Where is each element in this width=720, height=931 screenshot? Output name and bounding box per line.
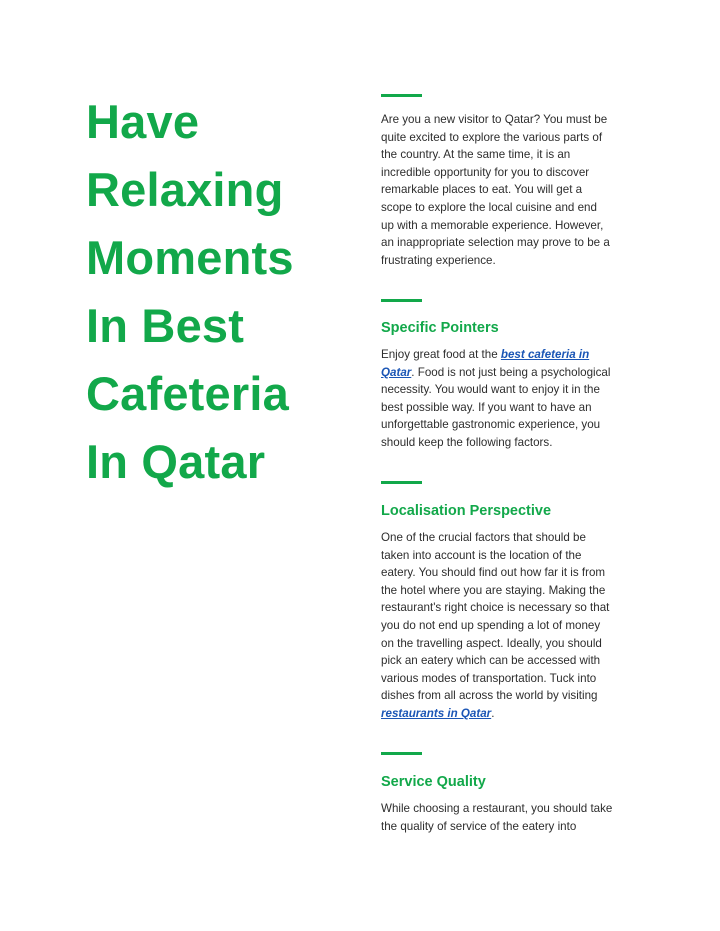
title-line: In Qatar xyxy=(86,435,266,488)
section-heading-specific-pointers: Specific Pointers xyxy=(381,320,499,336)
section-divider xyxy=(381,481,422,484)
page-title xyxy=(86,88,346,496)
section-heading-service-quality: Service Quality xyxy=(381,774,486,790)
title-line: Have xyxy=(86,95,200,148)
service-paragraph: While choosing a restaurant, you should take the quality of service of the eatery into xyxy=(381,802,613,833)
localisation-section xyxy=(381,529,639,723)
title-line: Moments xyxy=(86,231,294,284)
title-line: In Best xyxy=(86,299,245,352)
best-cafeteria-link[interactable]: best cafeteria in xyxy=(500,348,590,361)
title-line: Relaxing xyxy=(86,163,284,216)
intro-paragraph: Are you a new visitor to Qatar? You must be quite excited to explore the various parts of the country. At the same time, it is an incredible opportunity for you to discover remarkable places to eat. You will get a scope to explore the local cuisine and end up with a memorable experience. However, an inappropriate selection may prove to be a frustrating experience. xyxy=(381,113,610,267)
intro-section xyxy=(381,111,639,269)
restaurants-in-qatar-link[interactable]: restaurants in Qatar xyxy=(381,706,492,720)
section-divider xyxy=(381,752,422,755)
title-line: Cafeteria xyxy=(86,367,289,420)
pointers-paragraph: Enjoy great food at the best cafeteria in Qatar. Food is not just being a psychological necessity. You would want to enjoy it in the best possible way. If you want to have an unforgettable gastronomic experience, you should keep the following factors. xyxy=(381,348,611,449)
pointers-section xyxy=(381,346,639,452)
localisation-paragraph: One of the crucial factors that should be taken into account is the location of the eatery. You should find out how far it is from the hotel where you are staying. Making the restaurant's right choice is necessary so that you do not end up spending a lot of money on the travelling aspect. Ideally, you should pick an eatery which can be accessed with various modes of transportation. Tuck into dishes from all across the world by visiting restaurants in Qatar. xyxy=(381,531,610,720)
section-divider xyxy=(381,94,422,97)
best-cafeteria-link-continued[interactable]: Qatar xyxy=(381,365,412,379)
service-section xyxy=(381,800,639,835)
section-heading-localisation: Localisation Perspective xyxy=(381,503,552,519)
section-divider xyxy=(381,299,422,302)
